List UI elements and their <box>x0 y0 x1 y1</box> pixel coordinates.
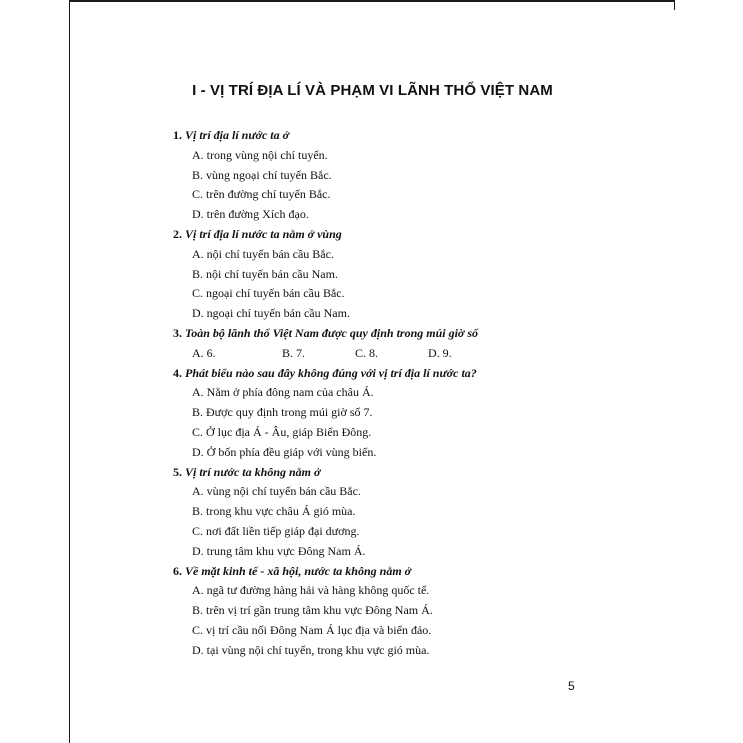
page-number: 5 <box>568 679 575 693</box>
question-number: 4. <box>173 365 182 380</box>
option-a: A. 6. <box>192 345 216 360</box>
question-5 <box>173 463 653 483</box>
option-b: B. nội chí tuyến bán cầu Nam. <box>192 266 338 281</box>
question-list <box>173 126 653 661</box>
question-number: 5. <box>173 464 182 479</box>
option-a: A. ngã tư đường hàng hải và hàng không quốc tế. <box>192 583 430 598</box>
option-c: C. 8. <box>355 345 379 360</box>
question-text: Phát biểu nào sau đây không đúng với vị trí địa lí nước ta? <box>185 365 477 380</box>
question-1 <box>173 126 653 146</box>
option-a: A. nội chí tuyến bán cầu Bắc. <box>192 246 334 261</box>
option-row <box>192 344 653 364</box>
option-b: B. trên vị trí gần trung tâm khu vực Đông Nam Á. <box>192 603 433 618</box>
option-b: B. vùng ngoại chí tuyến Bắc. <box>192 167 332 182</box>
option-d: D. tại vùng nội chí tuyến, trong khu vực gió mùa. <box>192 642 430 657</box>
document-page <box>69 0 675 743</box>
question-number: 3. <box>173 325 182 340</box>
question-6 <box>173 562 653 582</box>
option-c: C. trên đường chí tuyến Bắc. <box>192 187 331 202</box>
option-c: C. vị trí cầu nối Đông Nam Á lục địa và biển đảo. <box>192 622 432 637</box>
question-number: 1. <box>173 128 182 142</box>
option-d: D. ngoại chí tuyến bán cầu Nam. <box>192 306 350 321</box>
option-b: B. Được quy định trong múi giờ số 7. <box>192 405 373 420</box>
option-c: C. Ở lục địa Á - Âu, giáp Biển Đông. <box>192 424 372 439</box>
page-top-border <box>70 0 675 2</box>
section-title: I - VỊ TRÍ ĐỊA LÍ VÀ PHẠM VI LÃNH THỔ VIỆT NAM <box>192 82 553 99</box>
option-a: A. vùng nội chí tuyến bán cầu Bắc. <box>192 484 361 499</box>
option-d: D. trên đường Xích đạo. <box>192 207 309 222</box>
question-text: Vị trí nước ta không nằm ở <box>185 464 321 479</box>
page-right-border <box>674 0 675 10</box>
question-text: Vị trí địa lí nước ta nằm ở vùng <box>185 226 342 241</box>
question-text: Vị trí địa lí nước ta ở <box>185 128 290 142</box>
question-text: Toàn bộ lãnh thổ Việt Nam được quy định trong múi giờ số <box>185 325 479 340</box>
question-3 <box>173 324 653 344</box>
option-a: A. Nằm ở phía đông nam của châu Á. <box>192 385 374 400</box>
question-number: 6. <box>173 563 182 578</box>
question-4 <box>173 364 653 384</box>
option-c: C. ngoại chí tuyến bán cầu Bắc. <box>192 286 345 301</box>
option-c: C. nơi đất liền tiếp giáp đại dương. <box>192 523 360 538</box>
option-b: B. 7. <box>282 345 306 360</box>
question-text: Về mặt kinh tế - xã hội, nước ta không nằm ở <box>185 563 412 578</box>
option-d: D. Ở bốn phía đều giáp với vùng biển. <box>192 444 377 459</box>
question-number: 2. <box>173 226 182 241</box>
option-d: D. trung tâm khu vực Đông Nam Á. <box>192 543 366 558</box>
option-b: B. trong khu vực châu Á gió mùa. <box>192 504 356 519</box>
option-d: D. 9. <box>428 345 452 360</box>
option-a: A. trong vùng nội chí tuyến. <box>192 147 328 162</box>
question-2 <box>173 225 653 245</box>
